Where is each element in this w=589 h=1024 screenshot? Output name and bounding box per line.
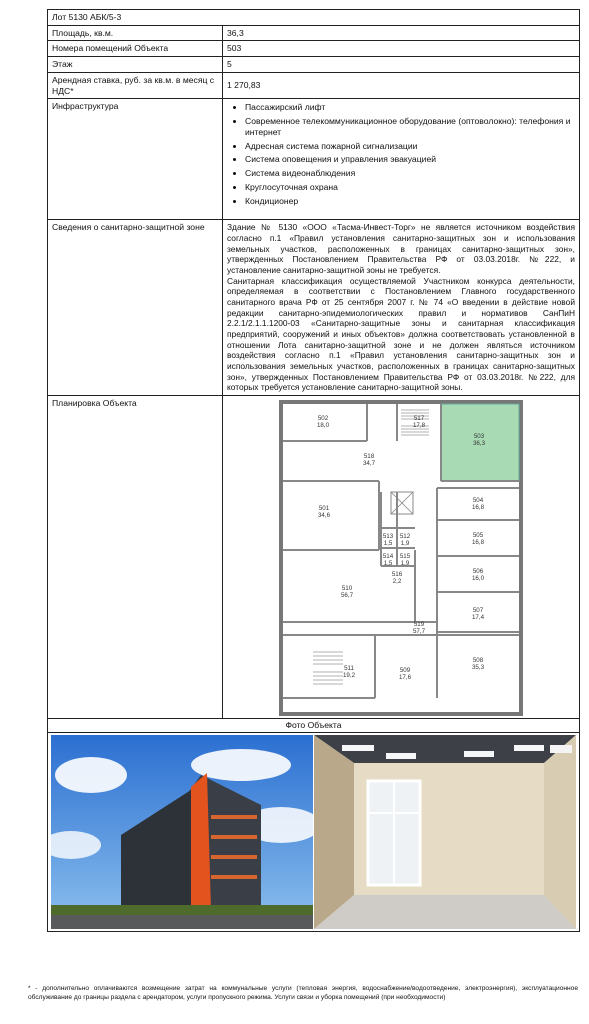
list-item: • Круглосуточная охрана (245, 182, 575, 193)
room-number-518: 518 (363, 453, 375, 461)
sanitary-paragraph-1: Здание № 5130 «ООО «Тасма-Инвест-Торг» не является источником воздействия согласно п.1 «Правил установления санитарно-защитных зон и использования земельных участков, расположенных в границах санитарно-защитных зон», утвержденных Постановлением Правительства РФ от 03.03.2018г. №222, и установление санитарно-защитной зоны не требуется. (227, 222, 575, 275)
table-row (48, 41, 580, 57)
table-row (48, 57, 580, 73)
room-area-511: 19,2 (342, 672, 356, 680)
room-area-514: 1,5 (383, 560, 393, 568)
room-number-508: 508 (472, 657, 484, 665)
list-item: • Современное телекоммуникационное оборудование (оптоволокно): телефония и интернет (245, 116, 575, 137)
table-row (48, 25, 580, 41)
room-area-504: 16,8 (471, 504, 485, 512)
list-item: • Пассажирский лифт (245, 102, 575, 113)
room-area-513: 1,5 (383, 540, 393, 548)
list-item: • Система видеонаблюдения (245, 168, 575, 179)
room-number-517: 517 (413, 415, 425, 423)
room-number-505: 505 (472, 532, 484, 540)
room-area-505: 16,8 (471, 539, 485, 547)
interior-photo (314, 735, 577, 929)
list-item: • Адресная система пожарной сигнализации (245, 141, 575, 152)
room-area-518: 34,7 (362, 460, 376, 468)
photos-label: Фото Объекта (48, 719, 580, 733)
row-value: 36,3 (223, 25, 580, 41)
room-area-503: 36,3 (472, 440, 486, 448)
lot-sheet (47, 9, 579, 932)
sanitary-row (48, 220, 580, 396)
photos-header-row (48, 719, 580, 733)
room-area-510: 56,7 (340, 592, 354, 600)
building-exterior-photo (51, 735, 314, 929)
room-number-502: 502 (317, 415, 329, 423)
room-area-515: 1,9 (400, 560, 410, 568)
room-area-506: 16,0 (471, 575, 485, 583)
lot-table (47, 9, 580, 932)
floor-plan (279, 400, 523, 716)
room-number-504: 504 (472, 497, 484, 505)
sanitary-paragraph-2: Санитарная классификация осуществляемой Участником конкурса деятельности, определяемая в соответствии с Постановлением Главного государственного санитарного врача РФ от 25 сентября 2007 г. № 74 «О введении в действие новой редакции санитарно-эпидемиологических правил и нормативов СанПиН 2.2.1/2.1.1.1200-03 «Санитарно-защитные зоны и санитарная классификация предприятий, сооружений и иных объектов» должна соответствовать установленной в отношении Лота санитарно-защитной зоне и не должен являться источником воздействия согласно п.1 «Правил установления санитарно-защитных зон и использования земельных участков, расположенных в границах санитарно-защитных зон», утвержденных Постановлением Правительства РФ от 03.03.2018г. №222, для которых требуется установление санитарно-защитной зоны. (227, 275, 575, 393)
room-area-516: 2,2 (392, 578, 402, 586)
room-area-509: 17,6 (398, 674, 412, 682)
room-number-507: 507 (472, 607, 484, 615)
row-value: 1 270,83 (223, 72, 580, 98)
plan-row (48, 396, 580, 719)
row-label: Этаж (48, 57, 223, 73)
room-area-512: 1,9 (400, 540, 410, 548)
plan-label: Планировка Объекта (48, 396, 223, 719)
room-area-502: 18,0 (316, 422, 330, 430)
room-number-510: 510 (341, 585, 353, 593)
room-number-513: 513 (382, 533, 394, 541)
row-label: Площадь, кв.м. (48, 25, 223, 41)
row-value: 503 (223, 41, 580, 57)
room-number-514: 514 (382, 553, 394, 561)
infrastructure-list (227, 102, 575, 206)
room-area-517: 17,8 (412, 422, 426, 430)
list-item: • Кондиционер (245, 196, 575, 207)
footnote: * - дополнительно оплачиваются возмещение затрат на коммунальные услуги (тепловая энергия, водоснабжение/водоотведение, электроэнергия), эксплуатационное обслуживание до границы раздела с арендатором, услуги пропускного режима. Услуги связи и уборка помещений (при необходимости) (28, 985, 578, 1001)
row-label: Арендная ставка, руб. за кв.м. в месяц с НДС* (48, 72, 223, 98)
table-row (48, 72, 580, 98)
room-area-508: 35,3 (471, 664, 485, 672)
lot-title: Лот 5130 АБК/5-3 (48, 10, 580, 26)
room-number-512: 512 (399, 533, 411, 541)
sanitary-label: Сведения о санитарно-защитной зоне (48, 220, 223, 396)
room-area-501: 34,6 (317, 512, 331, 520)
room-number-519: 519 (413, 621, 425, 629)
room-area-507: 17,4 (471, 614, 485, 622)
row-label: Номера помещений Объекта (48, 41, 223, 57)
infrastructure-label: Инфраструктура (48, 99, 223, 220)
photos-row (48, 732, 580, 931)
room-area-519: 57,7 (412, 628, 426, 636)
room-number-511: 511 (344, 665, 354, 673)
list-item: • Система оповещения и управления эвакуацией (245, 154, 575, 165)
row-value: 5 (223, 57, 580, 73)
room-number-516: 516 (391, 571, 403, 579)
infrastructure-row (48, 99, 580, 220)
room-number-506: 506 (472, 568, 484, 576)
room-number-503: 503 (473, 433, 485, 441)
room-number-509: 509 (399, 667, 411, 675)
lot-title-row (48, 10, 580, 26)
room-number-515: 515 (399, 553, 411, 561)
room-number-501: 501 (318, 505, 330, 513)
